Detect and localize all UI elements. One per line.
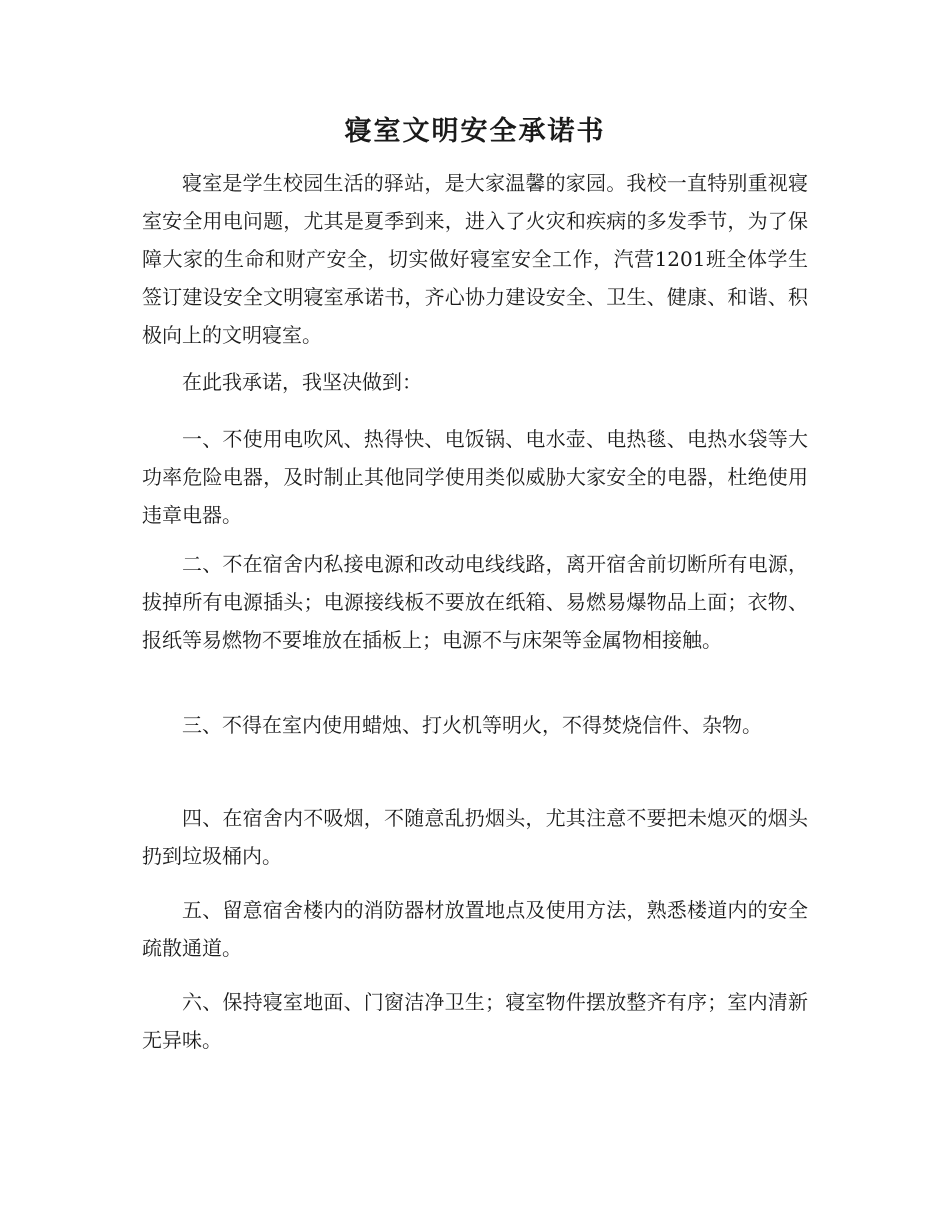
paragraph-item-3: 三、不得在室内使用蜡烛、打火机等明火，不得焚烧信件、杂物。 <box>182 713 762 737</box>
document-title: 寝室文明安全承诺书 <box>344 116 606 147</box>
paragraph-pledge-lead: 在此我承诺，我坚决做到： <box>182 370 422 394</box>
paragraph-intro: 寝室是学生校园生活的驿站，是大家温馨的家园。我校一直特别重视寝室安全用电问题，尤其是夏季到来，进入了火灾和疾病的多发季节，为了保障大家的生命和财产安全，切实做好寝室安全工作，汽营1201班全体学生签订建设安全文明寝室承诺书，齐心协力建设安全、卫生、健康、和谐、积极向上的文明寝室。 <box>142 171 808 347</box>
paragraph-item-6: 六、保持寝室地面、门窗洁净卫生；寝室物件摆放整齐有序；室内清新无异味。 <box>142 990 808 1052</box>
paragraph-item-4: 四、在宿舍内不吸烟，不随意乱扔烟头，尤其注意不要把未熄灭的烟头扔到垃圾桶内。 <box>142 806 808 868</box>
paragraph-item-1: 一、不使用电吹风、热得快、电饭锅、电水壶、电热毯、电热水袋等大功率危险电器，及时制止其他同学使用类似威胁大家安全的电器，杜绝使用违章电器。 <box>142 427 808 527</box>
paragraph-item-5: 五、留意宿舍楼内的消防器材放置地点及使用方法，熟悉楼道内的安全疏散通道。 <box>142 898 808 960</box>
paragraph-item-2: 二、不在宿舍内私接电源和改动电线线路，离开宿舍前切断所有电源，拔掉所有电源插头；电源接线板不要放在纸箱、易燃易爆物品上面；衣物、报纸等易燃物不要堆放在插板上；电源不与床架等金属物相接触。 <box>142 552 808 652</box>
